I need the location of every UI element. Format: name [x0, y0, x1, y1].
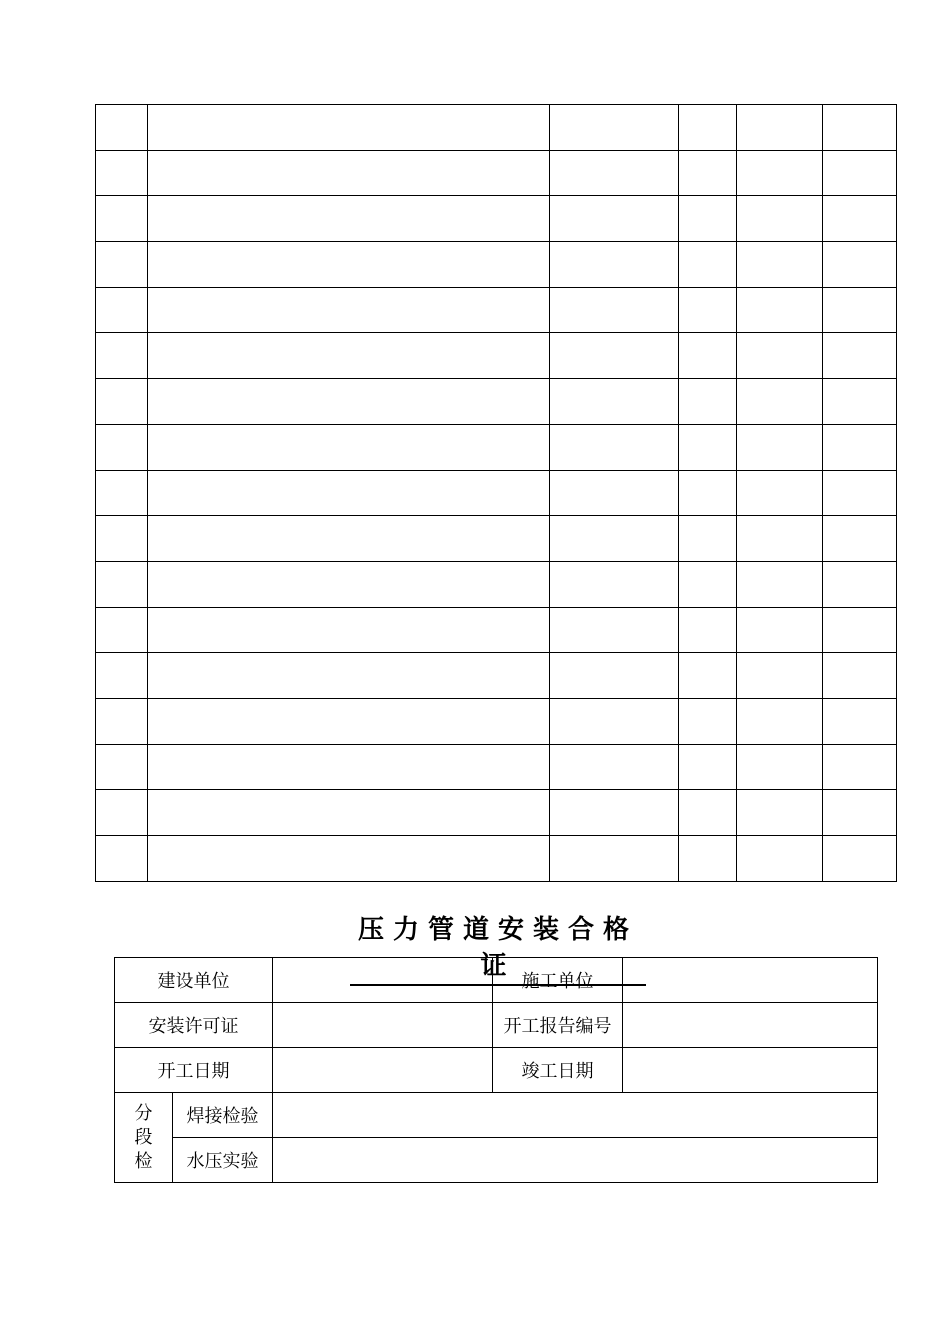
grid-cell[interactable]	[679, 287, 737, 333]
construction-owner-label: 建设单位	[115, 958, 273, 1003]
grid-cell[interactable]	[737, 698, 823, 744]
grid-cell[interactable]	[96, 561, 148, 607]
certificate-title: 压力管道安装合格证	[350, 912, 646, 986]
start-date-label: 开工日期	[115, 1048, 273, 1093]
grid-cell[interactable]	[148, 698, 550, 744]
grid-cell[interactable]	[737, 790, 823, 836]
grid-row	[96, 424, 897, 470]
grid-row	[96, 333, 897, 379]
grid-cell[interactable]	[550, 653, 679, 699]
grid-cell[interactable]	[823, 470, 897, 516]
grid-cell[interactable]	[96, 424, 148, 470]
grid-cell[interactable]	[737, 424, 823, 470]
grid-cell[interactable]	[96, 196, 148, 242]
grid-row	[96, 607, 897, 653]
grid-row	[96, 653, 897, 699]
grid-cell[interactable]	[679, 196, 737, 242]
grid-row	[96, 287, 897, 333]
grid-cell[interactable]	[96, 242, 148, 288]
grid-cell[interactable]	[148, 561, 550, 607]
grid-cell[interactable]	[679, 698, 737, 744]
grid-cell[interactable]	[679, 333, 737, 379]
grid-cell[interactable]	[737, 150, 823, 196]
grid-cell[interactable]	[679, 561, 737, 607]
grid-cell[interactable]	[148, 470, 550, 516]
grid-cell[interactable]	[148, 287, 550, 333]
grid-cell[interactable]	[823, 607, 897, 653]
grid-cell[interactable]	[550, 607, 679, 653]
grid-cell[interactable]	[823, 242, 897, 288]
grid-cell[interactable]	[823, 287, 897, 333]
welding-inspection-field[interactable]	[273, 1093, 878, 1138]
grid-cell[interactable]	[550, 242, 679, 288]
grid-cell[interactable]	[148, 333, 550, 379]
grid-cell[interactable]	[679, 607, 737, 653]
cert-row-welding	[115, 1093, 878, 1138]
grid-cell[interactable]	[737, 379, 823, 425]
grid-cell[interactable]	[550, 744, 679, 790]
grid-cell[interactable]	[550, 698, 679, 744]
grid-row	[96, 836, 897, 882]
grid-cell[interactable]	[550, 333, 679, 379]
hydrostatic-test-label: 水压实验	[173, 1138, 273, 1183]
start-report-number-field[interactable]	[623, 1003, 878, 1048]
grid-cell[interactable]	[737, 516, 823, 562]
grid-cell[interactable]	[148, 196, 550, 242]
grid-row	[96, 698, 897, 744]
grid-cell[interactable]	[737, 196, 823, 242]
grid-cell[interactable]	[96, 150, 148, 196]
grid-row	[96, 196, 897, 242]
grid-cell[interactable]	[679, 379, 737, 425]
install-permit-field[interactable]	[273, 1003, 493, 1048]
grid-cell[interactable]	[823, 698, 897, 744]
grid-cell[interactable]	[148, 105, 550, 151]
grid-cell[interactable]	[823, 561, 897, 607]
start-report-number-label: 开工报告编号	[493, 1003, 623, 1048]
start-date-field[interactable]	[273, 1048, 493, 1093]
grid-cell[interactable]	[96, 744, 148, 790]
grid-cell[interactable]	[679, 653, 737, 699]
grid-cell[interactable]	[737, 287, 823, 333]
grid-cell[interactable]	[96, 470, 148, 516]
grid-row	[96, 516, 897, 562]
grid-cell[interactable]	[679, 424, 737, 470]
blank-grid-table	[95, 104, 897, 882]
grid-cell[interactable]	[96, 379, 148, 425]
grid-cell[interactable]	[550, 836, 679, 882]
grid-cell[interactable]	[737, 653, 823, 699]
grid-cell[interactable]	[96, 698, 148, 744]
grid-row	[96, 150, 897, 196]
grid-cell[interactable]	[550, 196, 679, 242]
grid-cell[interactable]	[148, 790, 550, 836]
grid-cell[interactable]	[96, 287, 148, 333]
grid-cell[interactable]	[679, 744, 737, 790]
completion-date-field[interactable]	[623, 1048, 878, 1093]
grid-cell[interactable]	[148, 379, 550, 425]
section-label-char-1: 分	[134, 1102, 153, 1124]
grid-cell[interactable]	[737, 836, 823, 882]
completion-date-label: 竣工日期	[493, 1048, 623, 1093]
grid-row	[96, 470, 897, 516]
section-inspection-label	[115, 1093, 173, 1183]
grid-cell[interactable]	[823, 333, 897, 379]
contractor-field[interactable]	[623, 958, 878, 1003]
grid-cell[interactable]	[679, 150, 737, 196]
grid-cell[interactable]	[823, 516, 897, 562]
grid-cell[interactable]	[148, 516, 550, 562]
grid-cell[interactable]	[148, 242, 550, 288]
grid-row	[96, 561, 897, 607]
grid-row	[96, 105, 897, 151]
grid-cell[interactable]	[679, 836, 737, 882]
grid-cell[interactable]	[679, 516, 737, 562]
section-label-char-3: 检	[134, 1150, 153, 1172]
construction-owner-field[interactable]	[273, 958, 493, 1003]
grid-cell[interactable]	[96, 516, 148, 562]
grid-cell[interactable]	[823, 424, 897, 470]
grid-cell[interactable]	[550, 150, 679, 196]
grid-cell[interactable]	[737, 105, 823, 151]
grid-row	[96, 790, 897, 836]
grid-cell[interactable]	[823, 653, 897, 699]
cert-row-dates	[115, 1048, 878, 1093]
grid-cell[interactable]	[148, 836, 550, 882]
grid-cell[interactable]	[737, 744, 823, 790]
grid-cell[interactable]	[148, 653, 550, 699]
grid-cell[interactable]	[679, 470, 737, 516]
grid-cell[interactable]	[96, 653, 148, 699]
grid-cell[interactable]	[148, 424, 550, 470]
grid-cell[interactable]	[550, 287, 679, 333]
grid-cell[interactable]	[737, 607, 823, 653]
grid-cell[interactable]	[679, 790, 737, 836]
grid-cell[interactable]	[823, 790, 897, 836]
cert-row-hydro	[115, 1138, 878, 1183]
grid-row	[96, 744, 897, 790]
grid-cell[interactable]	[737, 242, 823, 288]
install-permit-label: 安装许可证	[115, 1003, 273, 1048]
grid-cell[interactable]	[737, 470, 823, 516]
grid-cell[interactable]	[679, 242, 737, 288]
section-label-char-2: 段	[134, 1126, 153, 1148]
grid-cell[interactable]	[96, 790, 148, 836]
grid-cell[interactable]	[148, 607, 550, 653]
cert-row-construction-units	[115, 958, 878, 1003]
grid-row	[96, 242, 897, 288]
grid-cell[interactable]	[148, 150, 550, 196]
grid-cell[interactable]	[550, 790, 679, 836]
grid-cell[interactable]	[550, 561, 679, 607]
grid-cell[interactable]	[550, 470, 679, 516]
grid-body	[96, 105, 897, 882]
contractor-label: 施工单位	[493, 958, 623, 1003]
grid-cell[interactable]	[737, 561, 823, 607]
grid-cell[interactable]	[823, 150, 897, 196]
grid-cell[interactable]	[96, 333, 148, 379]
certificate-table	[114, 957, 878, 1183]
grid-cell[interactable]	[550, 105, 679, 151]
grid-cell[interactable]	[823, 379, 897, 425]
cert-row-permit	[115, 1003, 878, 1048]
hydrostatic-test-field[interactable]	[273, 1138, 878, 1183]
grid-cell[interactable]	[550, 424, 679, 470]
grid-cell[interactable]	[148, 744, 550, 790]
grid-cell[interactable]	[96, 105, 148, 151]
grid-cell[interactable]	[823, 744, 897, 790]
grid-cell[interactable]	[679, 105, 737, 151]
grid-cell[interactable]	[737, 333, 823, 379]
grid-cell[interactable]	[823, 836, 897, 882]
grid-cell[interactable]	[550, 516, 679, 562]
grid-cell[interactable]	[550, 379, 679, 425]
grid-cell[interactable]	[823, 196, 897, 242]
welding-inspection-label: 焊接检验	[173, 1093, 273, 1138]
grid-cell[interactable]	[96, 836, 148, 882]
grid-cell[interactable]	[823, 105, 897, 151]
grid-cell[interactable]	[96, 607, 148, 653]
grid-row	[96, 379, 897, 425]
